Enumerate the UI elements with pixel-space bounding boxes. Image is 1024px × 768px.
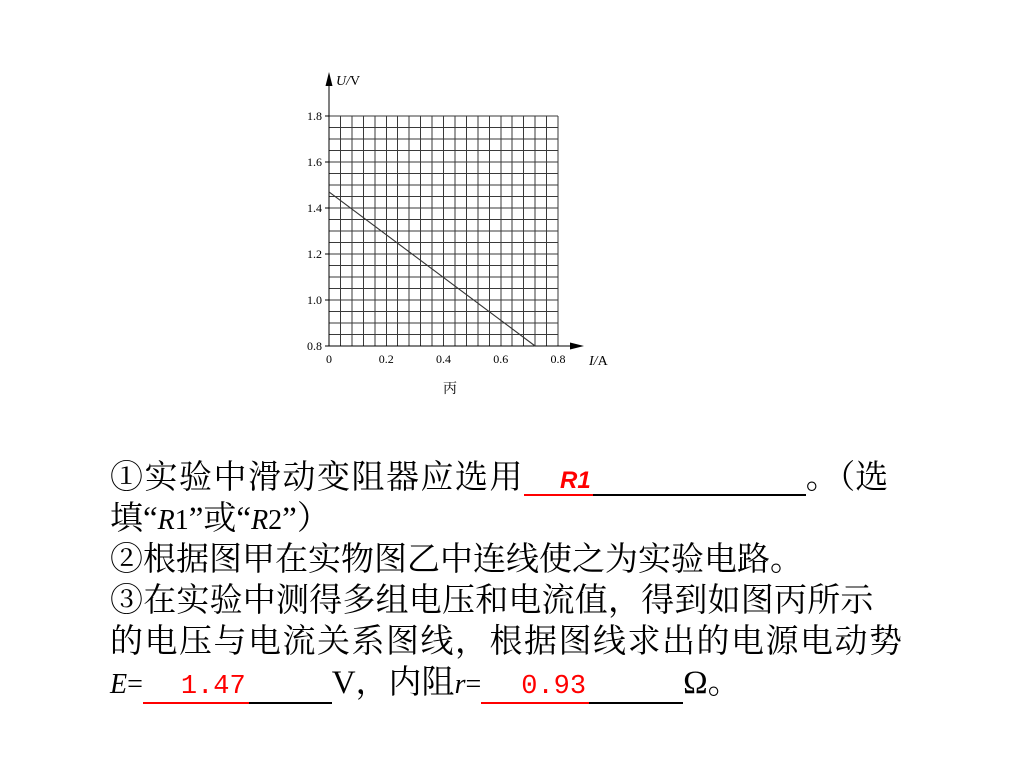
x-tick-label: 0.4 bbox=[436, 352, 451, 366]
resistance-answer-blank bbox=[481, 665, 683, 701]
hint-prefix: 填“ bbox=[110, 501, 158, 537]
option-r1: R1 bbox=[157, 505, 189, 536]
y-tick-label: 1.4 bbox=[307, 201, 322, 216]
emf-unit-text: V，内阻 bbox=[331, 665, 455, 701]
y-tick-label: 0.8 bbox=[307, 339, 322, 354]
question-1-line-2 bbox=[110, 499, 330, 540]
blank-underline bbox=[249, 672, 332, 704]
emf-answer-blank bbox=[143, 665, 332, 701]
chart-grid bbox=[329, 116, 558, 346]
resistance-answer: 0.93 bbox=[481, 672, 589, 704]
x-tick-label: 0.6 bbox=[493, 352, 509, 366]
x-tick-label: 0.8 bbox=[550, 352, 566, 366]
y-axis-title: U/V bbox=[336, 74, 361, 89]
resistance-symbol: r= bbox=[454, 669, 482, 700]
x-tick-label: 0.2 bbox=[378, 352, 394, 366]
option-r2: R2 bbox=[251, 505, 283, 536]
question-1-tail: 。（选 bbox=[805, 460, 889, 496]
chart-ticks bbox=[307, 109, 566, 366]
blank-underline bbox=[593, 467, 806, 496]
question-1-line-1 bbox=[110, 458, 888, 499]
hint-suffix: ”） bbox=[282, 501, 330, 537]
y-tick-label: 1.2 bbox=[307, 247, 322, 262]
emf-symbol: E= bbox=[110, 669, 143, 700]
x-axis-arrow-icon bbox=[570, 343, 584, 350]
hint-middle: ”或“ bbox=[188, 501, 252, 537]
rheostat-answer: R1 bbox=[524, 467, 593, 496]
question-3-line-1: ③在实验中测得多组电压和电流值，得到如图丙所示 bbox=[110, 583, 874, 619]
y-axis-arrow-icon bbox=[326, 72, 333, 86]
figure-label: 丙 bbox=[443, 382, 457, 397]
y-tick-label: 1.6 bbox=[307, 155, 322, 170]
u-i-chart bbox=[290, 60, 630, 372]
rheostat-answer-blank bbox=[524, 460, 806, 496]
x-tick-label: 0 bbox=[326, 352, 332, 366]
question-3-line-3 bbox=[110, 663, 741, 704]
question-1-prompt: ①实验中滑动变阻器应选用 bbox=[110, 460, 524, 496]
y-tick-label: 1.0 bbox=[307, 293, 322, 308]
question-3-line-2: 的电压与电流关系图线，根据图线求出的电源电动势 bbox=[110, 624, 904, 660]
resistance-unit-text: Ω。 bbox=[683, 665, 741, 701]
question-2-text: ②根据图甲在实物图乙中连线使之为实验电路。 bbox=[110, 542, 803, 578]
emf-answer: 1.47 bbox=[143, 672, 249, 704]
blank-underline bbox=[589, 672, 683, 704]
y-tick-label: 1.8 bbox=[307, 109, 322, 124]
x-axis-title: I/A bbox=[589, 354, 608, 369]
